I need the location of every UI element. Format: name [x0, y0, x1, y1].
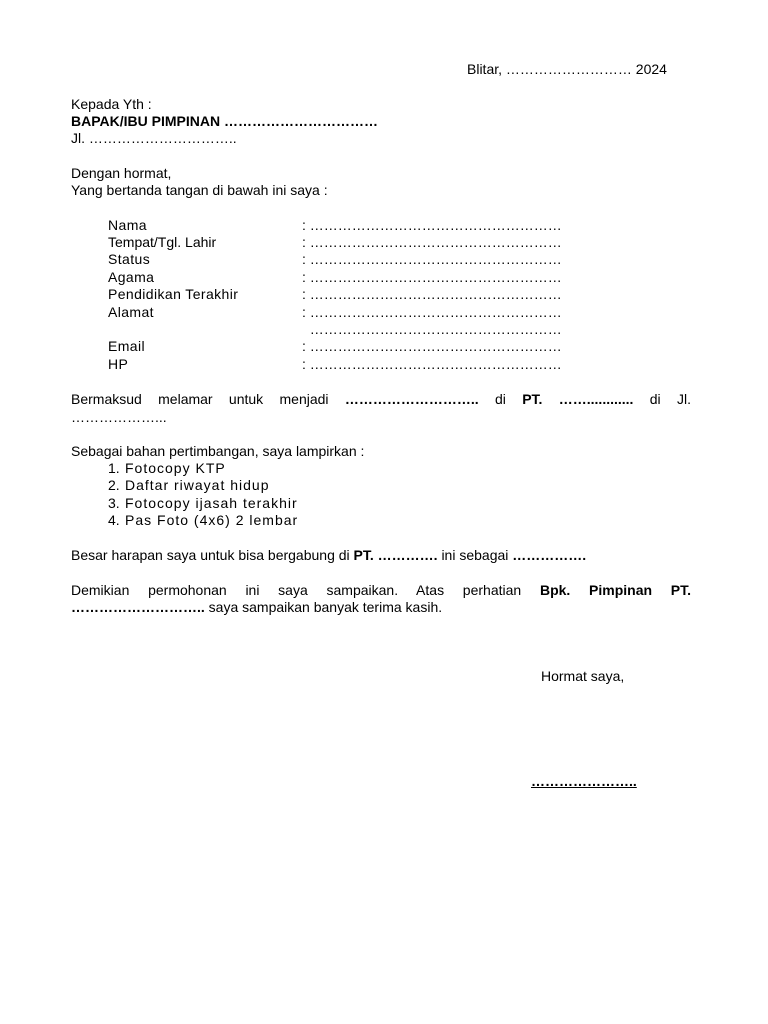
list-text: Daftar riwayat hidup	[125, 477, 270, 493]
field-value: : ………………………………………………	[302, 356, 562, 372]
closing-text-1: Demikian permohonan ini saya sampaikan. Atas perhatian	[71, 582, 522, 598]
recipient-to: Kepada Yth :	[71, 96, 152, 112]
hope-text-1: Besar harapan saya untuk bisa bergabung di	[71, 547, 350, 563]
field-label: Agama	[108, 269, 155, 285]
apply-company-blank: PT. ……............	[522, 391, 634, 407]
field-label: Email	[108, 338, 146, 354]
hope-company-blank: PT. ………….	[353, 547, 438, 563]
field-value: : ………………………………………………	[302, 269, 562, 285]
signature-salutation: Hormat saya,	[541, 668, 625, 684]
list-number: 4.	[108, 512, 120, 528]
hope-text-2: ini sebagai	[441, 547, 509, 563]
apply-line-2: ………………...	[71, 409, 167, 425]
field-value: : ………………………………………………	[302, 217, 562, 233]
signature-name: …………………..	[531, 773, 637, 789]
field-label: Nama	[108, 217, 147, 233]
list-text: Fotocopy KTP	[125, 460, 226, 476]
recipient-name: BAPAK/IBU PIMPINAN ……………………………	[71, 113, 378, 129]
closing-company-blank: ………………………..	[71, 599, 205, 615]
list-number: 1.	[108, 460, 120, 476]
hope-paragraph	[71, 547, 586, 564]
list-text: Pas Foto (4x6) 2 lembar	[125, 512, 299, 528]
field-value: : ………………………………………………	[302, 286, 562, 302]
field-label: Tempat/Tgl. Lahir	[108, 234, 217, 250]
field-value: : ………………………………………………	[302, 338, 562, 354]
attachments-intro: Sebagai bahan pertimbangan, saya lampirkan :	[71, 443, 365, 459]
closing-line-2	[71, 599, 442, 616]
apply-paragraph	[71, 391, 691, 408]
apply-position-blank: ………………………..	[344, 391, 479, 407]
apply-text-1: Bermaksud melamar untuk menjadi	[71, 391, 329, 407]
field-label: HP	[108, 356, 129, 372]
field-label: Alamat	[108, 304, 154, 320]
closing-paragraph	[71, 582, 691, 599]
list-text: Fotocopy ijasah terakhir	[125, 495, 298, 511]
closing-text-2: saya sampaikan banyak terima kasih.	[208, 599, 443, 615]
greeting: Dengan hormat,	[71, 165, 172, 181]
list-number: 2.	[108, 477, 120, 493]
recipient-address: Jl. …………………………..	[71, 130, 237, 146]
field-value: : ………………………………………………	[302, 251, 562, 267]
list-number: 3.	[108, 495, 120, 511]
date-line: Blitar, ……………………… 2024	[467, 61, 667, 77]
field-value: ………………………………………………	[302, 321, 562, 337]
hope-position-blank: …………….	[512, 547, 587, 563]
field-value: : ………………………………………………	[302, 234, 562, 250]
field-value: : ………………………………………………	[302, 304, 562, 320]
field-label: Status	[108, 251, 151, 267]
closing-recipient: Bpk. Pimpinan PT.	[539, 582, 692, 598]
field-label: Pendidikan Terakhir	[108, 286, 239, 302]
apply-text-3: di Jl.	[649, 391, 691, 407]
apply-text-2: di	[494, 391, 506, 407]
intro-text: Yang bertanda tangan di bawah ini saya :	[71, 182, 328, 198]
